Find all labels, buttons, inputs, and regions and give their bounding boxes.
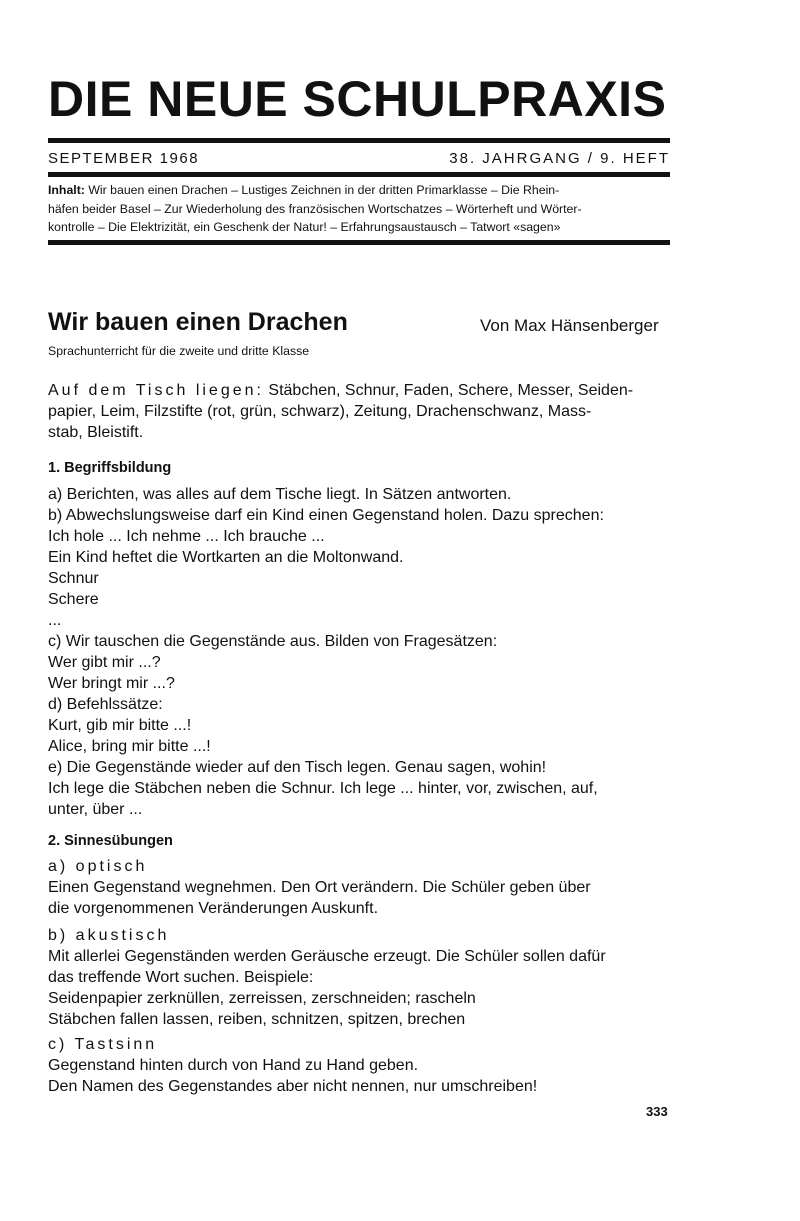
intro-text: papier, Leim, Filzstifte (rot, grün, schwarz), Zeitung, Drachenschwanz, Mass-: [48, 403, 592, 420]
text-line: Wer gibt mir ...?: [48, 654, 161, 671]
issue-info-row: [48, 150, 670, 167]
text-line: Mit allerlei Gegenständen werden Geräusche erzeugt. Die Schüler sollen dafür: [48, 948, 606, 965]
contents-rule-bottom: [48, 240, 670, 245]
text-line: a) Berichten, was alles auf dem Tische liegt. In Sätzen antworten.: [48, 486, 512, 503]
contents-label: Inhalt:: [48, 183, 85, 197]
text-line: unter, über ...: [48, 801, 143, 818]
text-line: e) Die Gegenstände wieder auf den Tisch legen. Genau sagen, wohin!: [48, 759, 547, 776]
text-line: Ich hole ... Ich nehme ... Ich brauche ...: [48, 528, 325, 545]
text-line: b) Abwechslungsweise darf ein Kind einen Gegenstand holen. Dazu sprechen:: [48, 507, 604, 524]
text-line: Seidenpapier zerknüllen, zerreissen, zerschneiden; rascheln: [48, 990, 476, 1007]
contents-line: kontrolle – Die Elektrizität, ein Geschenk der Natur! – Erfahrungsaustausch – Tatwort «sagen»: [48, 220, 561, 234]
text-line: Wer bringt mir ...?: [48, 675, 175, 692]
text-line: Ich lege die Stäbchen neben die Schnur. Ich lege ... hinter, vor, zwischen, auf,: [48, 780, 598, 797]
intro-text: stab, Bleistift.: [48, 424, 144, 441]
masthead-rule-middle: [48, 172, 670, 177]
journal-title: DIE NEUE SCHULPRAXIS: [48, 71, 667, 127]
text-line: ...: [48, 612, 62, 629]
text-line: Den Namen des Gegenstandes aber nicht nennen, nur umschreiben!: [48, 1078, 538, 1095]
subsection-label-optisch: a) optisch: [48, 858, 148, 875]
table-of-contents: [48, 181, 670, 237]
contents-line: häfen beider Basel – Zur Wiederholung des französischen Wortschatzes – Wörterheft und Wörter-: [48, 201, 582, 216]
section-1-body: [48, 484, 670, 820]
issue-number: 38. JAHRGANG / 9. HEFT: [449, 150, 670, 167]
text-line: das treffende Wort suchen. Beispiele:: [48, 969, 314, 986]
text-line: die vorgenommenen Veränderungen Auskunft.: [48, 900, 379, 917]
masthead-rule-top: [48, 138, 670, 143]
section-2a: [48, 856, 670, 919]
text-line: Schere: [48, 591, 99, 608]
section-2b: [48, 925, 670, 1030]
text-line: Alice, bring mir bitte ...!: [48, 738, 211, 755]
text-line: Kurt, gib mir bitte ...!: [48, 717, 192, 734]
article-title: Wir bauen einen Drachen: [48, 308, 348, 336]
intro-text: Stäbchen, Schnur, Faden, Schere, Messer, Seiden-: [263, 382, 634, 399]
text-line: Gegenstand hinten durch von Hand zu Hand geben.: [48, 1057, 419, 1074]
issue-date: SEPTEMBER 1968: [48, 150, 200, 167]
section-heading-sinnesuebungen: 2. Sinnesübungen: [48, 833, 173, 849]
section-2c: [48, 1034, 670, 1097]
article-author: Von Max Hänsenberger: [480, 316, 659, 335]
text-line: d) Befehlssätze:: [48, 696, 163, 713]
contents-line: Wir bauen einen Drachen – Lustiges Zeichnen in der dritten Primarklasse – Die Rhein-: [88, 183, 560, 197]
text-line: Einen Gegenstand wegnehmen. Den Ort verändern. Die Schüler geben über: [48, 879, 591, 896]
text-line: c) Wir tauschen die Gegenstände aus. Bilden von Fragesätzen:: [48, 633, 498, 650]
section-heading-begriffsbildung: 1. Begriffsbildung: [48, 460, 172, 476]
intro-lead: Auf dem Tisch liegen:: [48, 382, 264, 399]
intro-paragraph: [48, 380, 670, 443]
subsection-label-akustisch: b) akustisch: [48, 927, 170, 944]
text-line: Ein Kind heftet die Wortkarten an die Moltonwand.: [48, 549, 404, 566]
page-number: 333: [646, 1104, 668, 1119]
article-subtitle: Sprachunterricht für die zweite und dritte Klasse: [48, 344, 310, 358]
text-line: Stäbchen fallen lassen, reiben, schnitzen, spitzen, brechen: [48, 1011, 466, 1028]
subsection-label-tastsinn: c) Tastsinn: [48, 1036, 158, 1053]
text-line: Schnur: [48, 570, 99, 587]
